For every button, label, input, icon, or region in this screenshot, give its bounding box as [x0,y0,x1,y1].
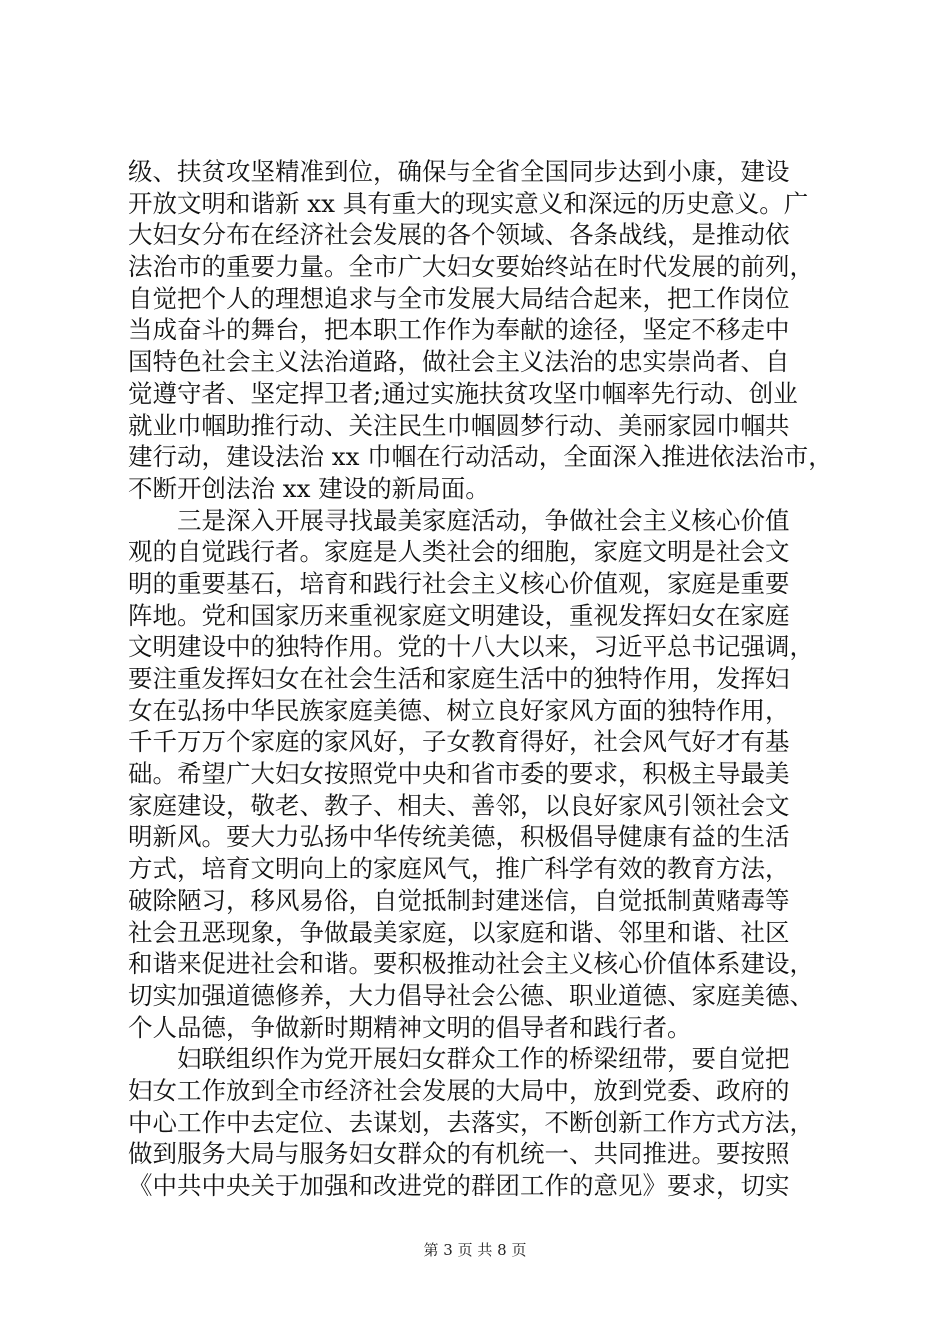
body-text [128,156,833,1202]
text-line: 明的重要基石，培育和践行社会主义核心价值观，家庭是重要 [128,568,790,598]
text-line: 破除陋习，移风易俗，自觉抵制封建迷信，自觉抵制黄赌毒等 [128,885,790,915]
text-line: 阵地。党和国家历来重视家庭文明建设，重视发挥妇女在家庭 [128,600,790,630]
page-number-footer: 第 3 页 共 8 页 [423,1241,527,1259]
text-line: 当成奋斗的舞台，把本职工作作为奉献的途径，坚定不移走中 [128,315,790,345]
text-line: 要注重发挥妇女在社会生活和家庭生活中的独特作用，发挥妇 [128,664,790,693]
text-line: 级、扶贫攻坚精准到位，确保与全省全国同步达到小康，建设 [128,157,790,186]
text-line: 明新风。要大力弘扬中华传统美德，积极倡导健康有益的生活 [128,822,790,852]
text-line: 中心工作中去定位、去谋划，去落实，不断创新工作方式方法， [128,1107,814,1137]
text-line: 础。希望广大妇女按照党中央和省市委的要求，积极主导最美 [128,759,790,789]
text-line: 觉遵守者、坚定捍卫者;通过实施扶贫攻坚巾帼率先行动、创业 [128,378,798,408]
text-line: 自觉把个人的理想追求与全市发展大局结合起来，把工作岗位 [128,283,790,313]
text-line: 方式，培育文明向上的家庭风气，推广科学有效的教育方法， [128,854,790,884]
text-line: 社会丑恶现象，争做最美家庭，以家庭和谐、邻里和谐、社区 [128,917,790,947]
text-line: 千千万万个家庭的家风好，子女教育得好，社会风气好才有基 [128,727,790,757]
text-line: 开放文明和谐新 xx 具有重大的现实意义和深远的历史意义。广 [128,188,809,218]
text-line: 家庭建设，敬老、教子、相夫、善邻，以良好家风引领社会文 [128,790,790,820]
text-line: 妇女工作放到全市经济社会发展的大局中，放到党委、政府的 [128,1075,790,1105]
text-line: 《中共中央关于加强和改进党的群团工作的意见》要求，切实 [128,1171,790,1200]
text-line: 法治市的重要力量。全市广大妇女要始终站在时代发展的前列， [128,252,814,282]
text-line: 观的自觉践行者。家庭是人类社会的细胞，家庭文明是社会文 [128,537,790,567]
text-line: 做到服务大局与服务妇女群众的有机统一、共同推进。要按照 [128,1139,790,1169]
text-line: 建行动，建设法治 xx 巾帼在行动活动，全面深入推进依法治市， [128,442,833,472]
text-line: 女在弘扬中华民族家庭美德、树立良好家风方面的独特作用， [128,695,790,725]
text-line: 个人品德，争做新时期精神文明的倡导者和践行者。 [128,1012,692,1042]
text-line: 妇联组织作为党开展妇女群众工作的桥梁纽带，要自觉把 [128,1044,790,1074]
text-line: 和谐来促进社会和谐。要积极推动社会主义核心价值体系建设， [128,949,814,979]
text-line: 就业巾帼助推行动、关注民生巾帼圆梦行动、美丽家园巾帼共 [128,410,790,440]
text-line: 不断开创法治 xx 建设的新局面。 [128,473,490,503]
text-line: 大妇女分布在经济社会发展的各个领域、各条战线，是推动依 [128,220,790,250]
text-line: 切实加强道德修养，大力倡导社会公德、职业道德、家庭美德、 [128,980,814,1010]
text-line: 文明建设中的独特作用。党的十八大以来，习近平总书记强调， [128,632,814,662]
text-line: 国特色社会主义法治道路，做社会主义法治的忠实崇尚者、自 [128,347,790,377]
text-line: 三是深入开展寻找最美家庭活动，争做社会主义核心价值 [128,505,790,535]
